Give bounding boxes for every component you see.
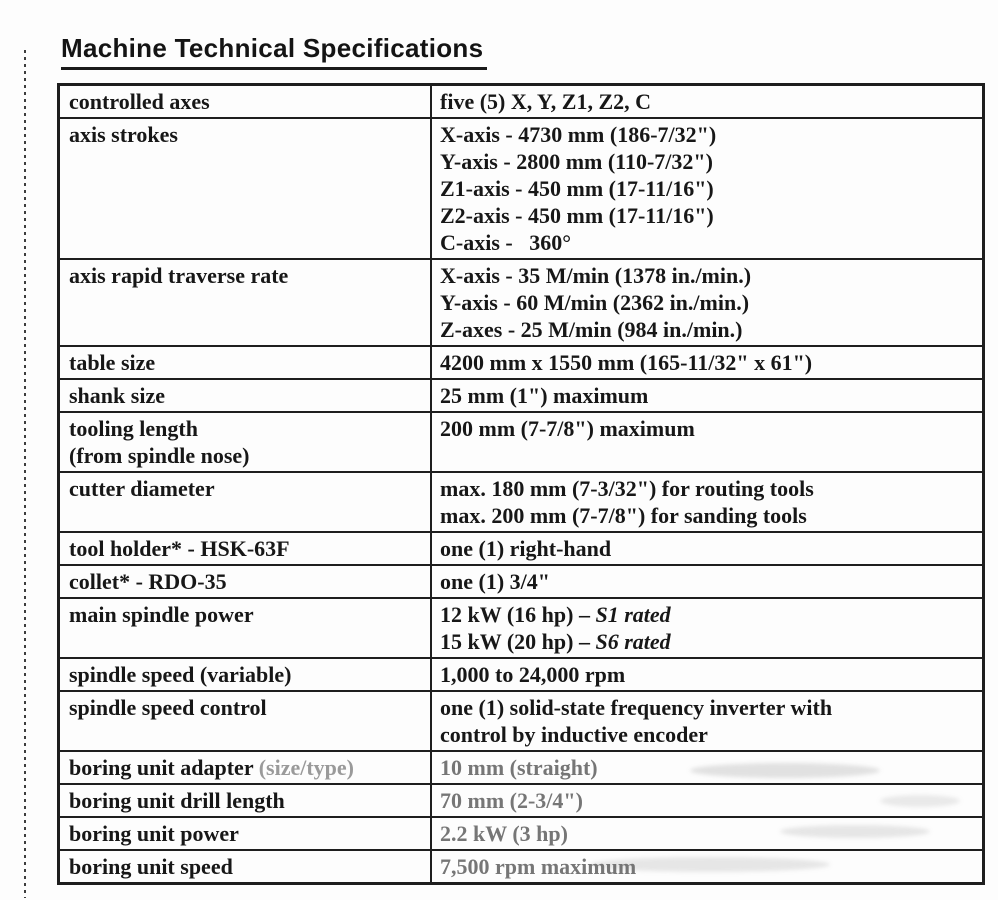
spec-label-cell — [60, 413, 432, 471]
spec-label-line: controlled axes — [69, 89, 210, 114]
spec-label-cell — [60, 380, 432, 411]
spec-value-line: 200 mm (7-7/8") maximum — [440, 416, 695, 441]
table-row — [60, 86, 982, 117]
spec-value-cell — [432, 659, 982, 690]
spec-value-line: 10 mm (straight) — [440, 755, 598, 780]
spec-value-line: 1,000 to 24,000 rpm — [440, 662, 626, 687]
spec-label-line: shank size — [69, 383, 165, 408]
spec-value-italic: S1 rated — [595, 602, 671, 627]
spec-value-line: 70 mm (2-3/4") — [440, 788, 583, 813]
spec-value-cell — [432, 347, 982, 378]
scan-edge-perforation-line — [24, 50, 26, 898]
spec-value-line: control by inductive encoder — [440, 722, 708, 747]
table-row — [60, 783, 982, 816]
spec-label-line: spindle speed control — [69, 695, 267, 720]
spec-value-line: Z1-axis - 450 mm (17-11/16") — [440, 176, 714, 201]
table-row — [60, 690, 982, 750]
spec-label-line: main spindle power — [69, 602, 254, 627]
spec-label-cell — [60, 566, 432, 597]
spec-value-cell — [432, 785, 982, 816]
spec-label-cell — [60, 818, 432, 849]
table-row — [60, 471, 982, 531]
spec-value-cell — [432, 692, 982, 750]
spec-value-cell — [432, 260, 982, 345]
spec-label-line: axis strokes — [69, 122, 178, 147]
spec-label-line: spindle speed (variable) — [69, 662, 292, 687]
spec-label-line: tooling length — [69, 416, 198, 441]
spec-label-cell — [60, 473, 432, 531]
spec-label-line: boring unit power — [69, 821, 239, 846]
spec-label-cell — [60, 752, 432, 783]
table-row — [60, 816, 982, 849]
spec-label-line: boring unit drill length — [69, 788, 285, 813]
spec-label-cell — [60, 599, 432, 657]
spec-value-line: Y-axis - 2800 mm (110-7/32") — [440, 149, 713, 174]
spec-value-line: Y-axis - 60 M/min (2362 in./min.) — [440, 290, 750, 315]
spec-label-cell — [60, 533, 432, 564]
spec-value-cell — [432, 380, 982, 411]
table-row — [60, 378, 982, 411]
table-row — [60, 564, 982, 597]
spec-label-line: (from spindle nose) — [69, 443, 250, 468]
spec-value-line: 12 kW (16 hp) – S1 rated — [440, 602, 671, 627]
spec-value-line: 2.2 kW (3 hp) — [440, 821, 568, 846]
table-row — [60, 258, 982, 345]
spec-value-line: max. 200 mm (7-7/8") for sanding tools — [440, 503, 807, 528]
spec-value-line: 4200 mm x 1550 mm (165-11/32" x 61") — [440, 350, 813, 375]
spec-label-cell — [60, 86, 432, 117]
spec-value-cell — [432, 473, 982, 531]
spec-label-line: axis rapid traverse rate — [69, 263, 289, 288]
spec-value-line: 15 kW (20 hp) – S6 rated — [440, 629, 671, 654]
spec-value-line: 25 mm (1") maximum — [440, 383, 649, 408]
spec-value-line: five (5) X, Y, Z1, Z2, C — [440, 89, 652, 114]
spec-value-cell — [432, 818, 982, 849]
spec-value-line: one (1) right-hand — [440, 536, 612, 561]
spec-label-cell — [60, 851, 432, 882]
spec-value-cell — [432, 413, 982, 471]
spec-label-cell — [60, 119, 432, 258]
spec-value-line: Z-axes - 25 M/min (984 in./min.) — [440, 317, 743, 342]
spec-value-cell — [432, 599, 982, 657]
spec-value-line: one (1) 3/4" — [440, 569, 550, 594]
spec-value-line: C-axis - 360° — [440, 230, 572, 255]
spec-value-line: X-axis - 35 M/min (1378 in./min.) — [440, 263, 752, 288]
spec-label-line: table size — [69, 350, 156, 375]
table-row — [60, 597, 982, 657]
table-row — [60, 117, 982, 258]
spec-value-cell — [432, 119, 982, 258]
spec-value-line: one (1) solid-state frequency inverter with — [440, 695, 833, 720]
spec-value-cell — [432, 752, 982, 783]
spec-label-cell — [60, 692, 432, 750]
spec-value-line: max. 180 mm (7-3/32") for routing tools — [440, 476, 814, 501]
spec-label-line: boring unit adapter (size/type) — [69, 755, 354, 780]
spec-value-line: X-axis - 4730 mm (186-7/32") — [440, 122, 717, 147]
table-row — [60, 345, 982, 378]
table-row — [60, 750, 982, 783]
table-row — [60, 531, 982, 564]
page-title: Machine Technical Specifications — [61, 33, 487, 70]
spec-label-line: boring unit speed — [69, 854, 233, 879]
spec-label-cell — [60, 659, 432, 690]
spec-label-cell — [60, 785, 432, 816]
spec-label-line: collet* - RDO-35 — [69, 569, 227, 594]
spec-table — [57, 83, 985, 885]
spec-label-line: tool holder* - HSK-63F — [69, 536, 290, 561]
spec-label-cell — [60, 347, 432, 378]
spec-value-cell — [432, 533, 982, 564]
spec-value-line: Z2-axis - 450 mm (17-11/16") — [440, 203, 714, 228]
spec-label-note: (size/type) — [258, 755, 354, 780]
spec-value-line: 7,500 rpm maximum — [440, 854, 637, 879]
spec-label-line: cutter diameter — [69, 476, 215, 501]
table-row — [60, 657, 982, 690]
table-row — [60, 411, 982, 471]
spec-label-cell — [60, 260, 432, 345]
spec-value-italic: S6 rated — [595, 629, 671, 654]
spec-value-cell — [432, 86, 982, 117]
spec-value-cell — [432, 566, 982, 597]
spec-value-cell — [432, 851, 982, 882]
table-row — [60, 849, 982, 882]
